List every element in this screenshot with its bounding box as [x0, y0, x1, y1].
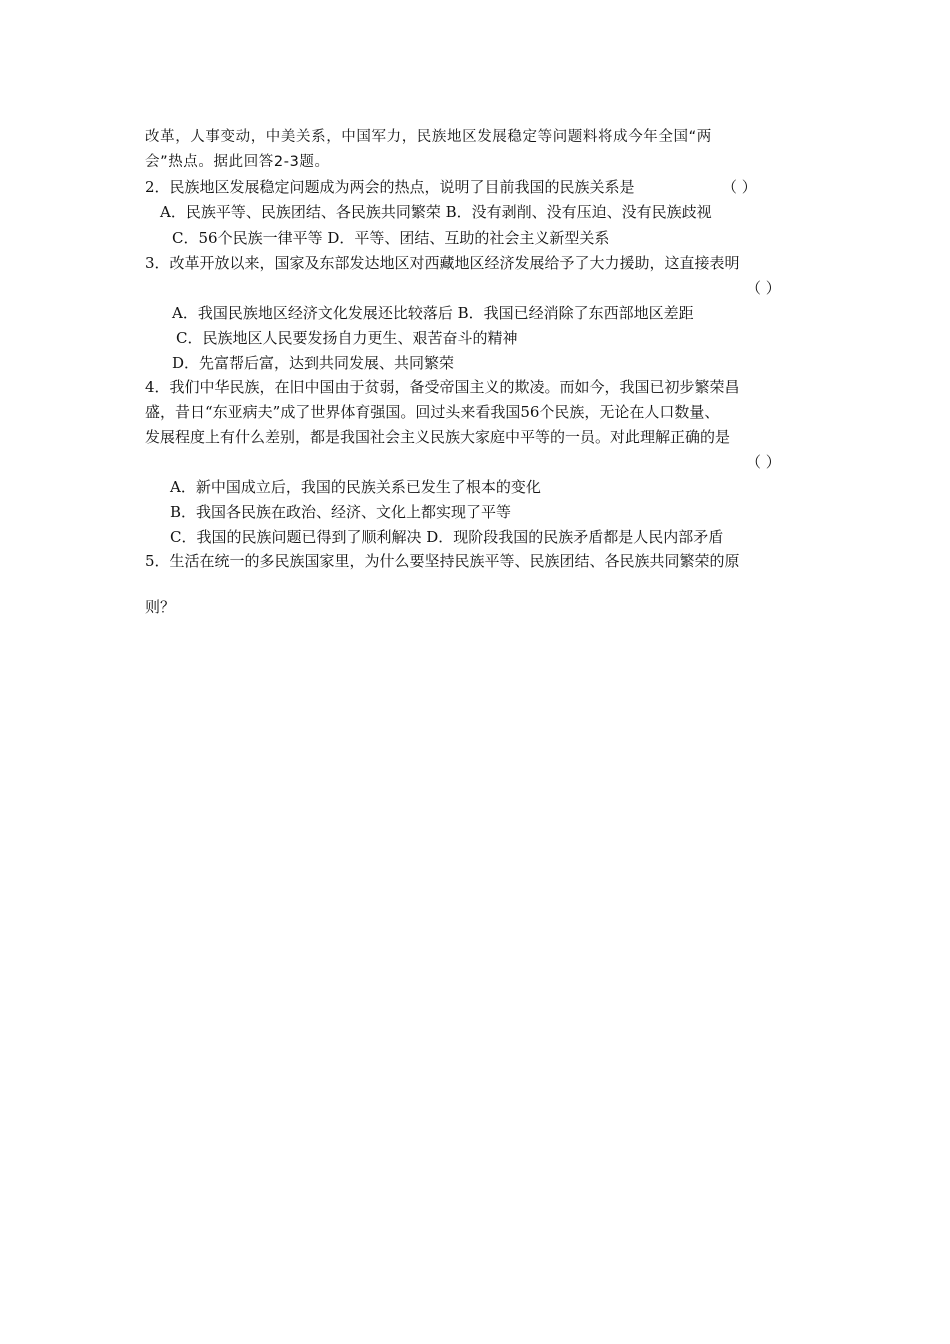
question-3-answer-bracket: （ ） — [746, 279, 781, 297]
question-4-stem-line-1: 4．我们中华民族，在旧中国由于贫弱，备受帝国主义的欺凌。而如今，我国已初步繁荣昌 — [145, 378, 740, 396]
question-4-option-a: A．新中国成立后，我国的民族关系已发生了根本的变化 — [170, 478, 541, 496]
question-4-options-cd: C．我国的民族问题已得到了顺利解决 D．现阶段我国的民族矛盾都是人民内部矛盾 — [170, 528, 724, 546]
question-3-options-ab: A．我国民族地区经济文化发展还比较落后 B．我国已经消除了东西部地区差距 — [172, 304, 694, 322]
question-4-answer-bracket: （ ） — [746, 453, 781, 471]
question-3-stem: 3．改革开放以来，国家及东部发达地区对西藏地区经济发展给予了大力援助，这直接表明 — [145, 254, 740, 272]
question-4-stem-line-2: 盛，昔日“东亚病夫”成了世界体育强国。回过头来看我国56个民族，无论在人口数量、 — [145, 403, 720, 421]
question-3-option-d: D．先富帮后富，达到共同发展、共同繁荣 — [172, 354, 455, 372]
question-4-option-b: B．我国各民族在政治、经济、文化上都实现了平等 — [170, 503, 512, 521]
intro-line-1: 改革，人事变动，中美关系，中国军力，民族地区发展稳定等问题料将成今年全国“两 — [145, 129, 712, 145]
intro-line-2: 会”热点。据此回答2-3题。 — [145, 154, 330, 170]
question-5-stem-line-2: 则？ — [145, 598, 176, 616]
question-5-stem-line-1: 5．生活在统一的多民族国家里，为什么要坚持民族平等、民族团结、各民族共同繁荣的原 — [145, 552, 740, 570]
question-2-options-ab: A．民族平等、民族团结、各民族共同繁荣 B．没有剥削、没有压迫、没有民族歧视 — [160, 203, 712, 221]
question-2-stem: 2．民族地区发展稳定问题成为两会的热点，说明了目前我国的民族关系是 — [145, 178, 635, 196]
question-2-options-cd: C．56个民族一律平等 D．平等、团结、互助的社会主义新型关系 — [172, 229, 610, 247]
question-3-option-c: C．民族地区人民要发扬自力更生、艰苦奋斗的精神 — [176, 329, 518, 347]
question-2-answer-bracket: （ ） — [722, 178, 757, 196]
question-4-stem-line-3: 发展程度上有什么差别，都是我国社会主义民族大家庭中平等的一员。对此理解正确的是 — [145, 428, 731, 446]
